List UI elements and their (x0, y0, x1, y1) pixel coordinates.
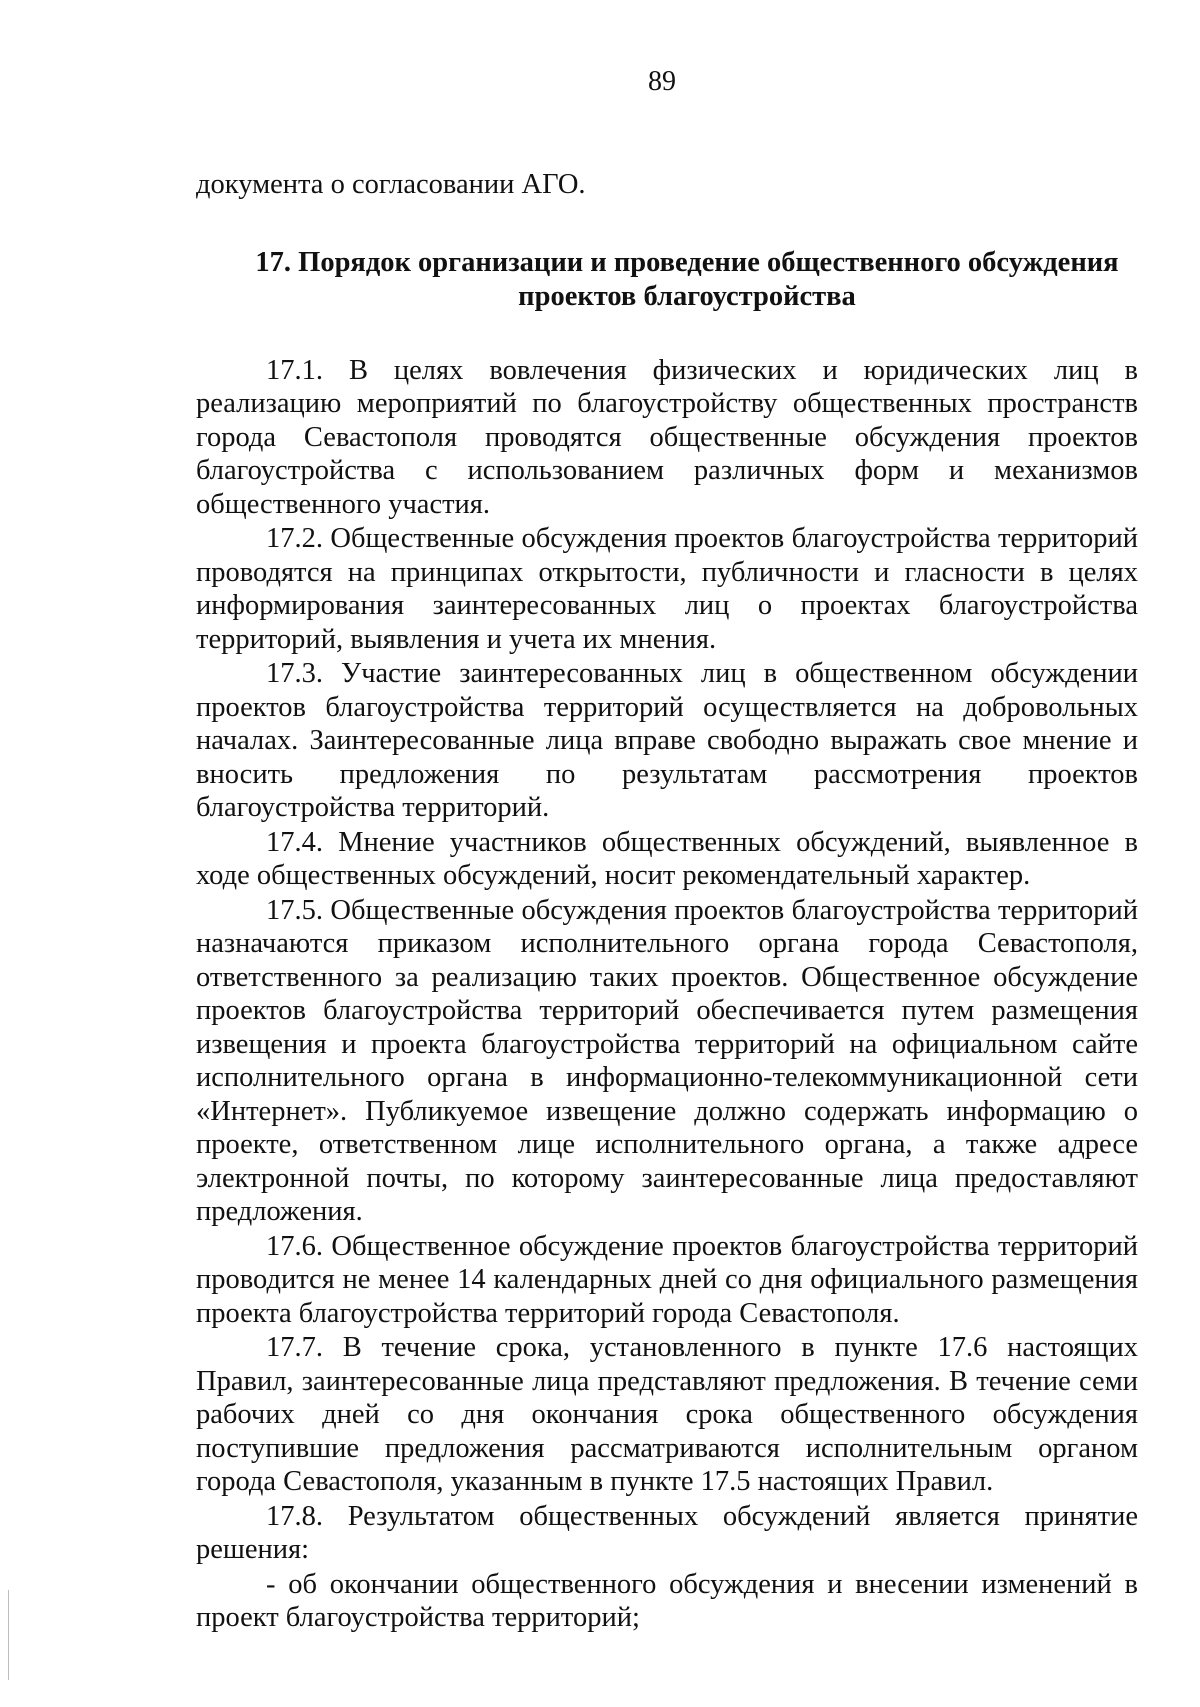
carry-over-text: документа о согласовании АГО. (196, 169, 586, 200)
paragraph-17-8: 17.8. Результатом общественных обсуждений является принятие решения: (196, 1500, 1138, 1565)
section-heading-line-2: проектов благоустройства (518, 280, 856, 312)
paragraph-17-2: 17.2. Общественные обсуждения проектов благоустройства территорий проводятся на принципах открытости, публичности и гласности в целях информирования заинтересованных лиц о проектах благоустройства территорий, выявления и учета их мнения. (196, 523, 1138, 655)
paragraph-17-7: 17.7. В течение срока, установленного в пункте 17.6 настоящих Правил, заинтересованные лица представляют предложения. В течение семи рабочих дней со дня окончания срока общественного обсуждения поступившие предложения рассматриваются исполнительным органом города Севастополя, указанным в пункте 17.5 настоящих Правил. (196, 1332, 1138, 1497)
section-body (196, 354, 1138, 1635)
paragraph-17-5: 17.5. Общественные обсуждения проектов благоустройства территорий назначаются приказом исполнительного органа города Севастополя, ответственного за реализацию таких проектов. Общественное обсуждение проектов благоустройства территорий обеспечивается путем размещения извещения и проекта благоустройства территорий на официальном сайте исполнительного органа в информационно-телекоммуникационной сети «Интернет». Публикуемое извещение должно содержать информацию о проекте, ответственном лице исполнительного органа, а также адресе электронной почты, по которому заинтересованные лица предоставляют предложения. (196, 894, 1138, 1227)
paragraph-17-4: 17.4. Мнение участников общественных обсуждений, выявленное в ходе общественных обсуждений, носит рекомендательный характер. (196, 826, 1138, 891)
paragraph-17-3: 17.3. Участие заинтересованных лиц в общественном обсуждении проектов благоустройства территорий осуществляется на добровольных началах. Заинтересованные лица вправе свободно выражать свое мнение и вносить предложения по результатам рассмотрения проектов благоустройства территорий. (196, 658, 1138, 823)
paragraph-17-6: 17.6. Общественное обсуждение проектов благоустройства территорий проводится не менее 14 календарных дней со дня официального размещения проекта благоустройства территорий города Севастополя. (196, 1230, 1138, 1329)
paragraph-17-1: 17.1. В целях вовлечения физических и юридических лиц в реализацию мероприятий по благоустройству общественных пространств города Севастополя проводятся общественные обсуждения проектов благоустройства с использованием различных форм и механизмов общественного участия. (196, 354, 1138, 520)
section-heading-line-1: 17. Порядок организации и проведение общественного обсуждения (255, 246, 1119, 278)
page-content (196, 168, 1138, 1635)
page-number: 89 (648, 66, 676, 97)
list-item-decision-1: - об окончании общественного обсуждения и внесении изменений в проект благоустройства территорий; (196, 1568, 1138, 1633)
scan-margin-line (8, 1590, 9, 1680)
section-heading (196, 246, 1138, 314)
